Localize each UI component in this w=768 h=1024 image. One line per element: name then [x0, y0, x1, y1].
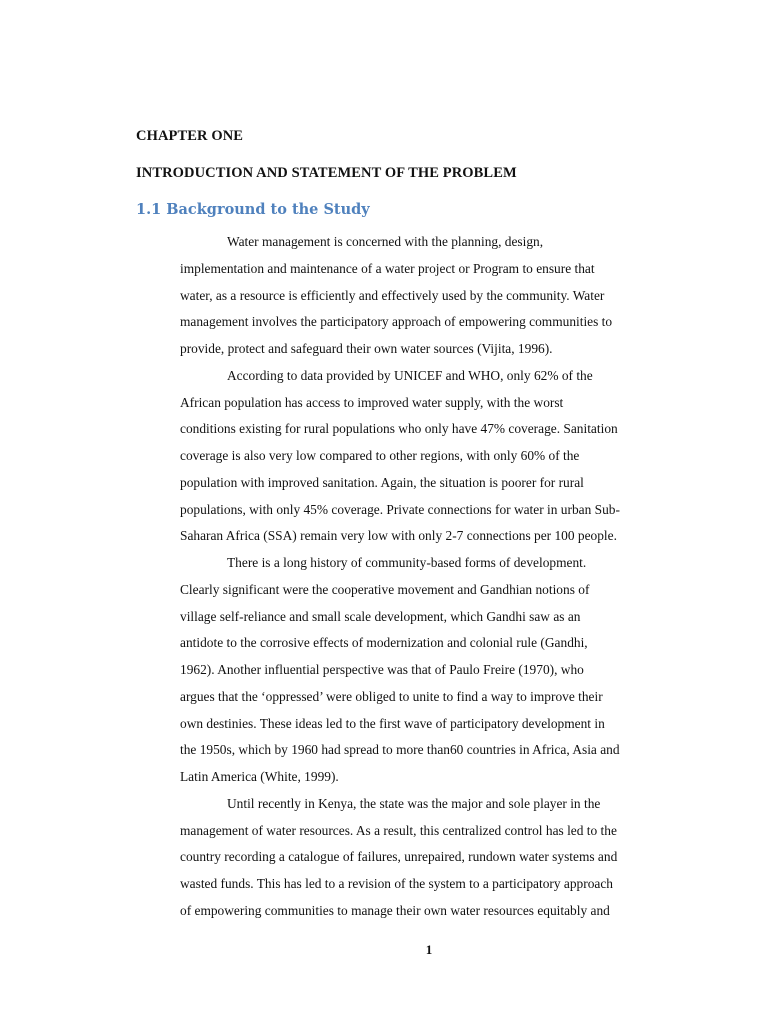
paragraph-line: country recording a catalogue of failures, unrepaired, rundown water systems and	[180, 849, 618, 865]
paragraph-line: water, as a resource is efficiently and effectively used by the community. Water	[180, 287, 605, 303]
paragraph-line: conditions existing for rural populations who only have 47% coverage. Sanitation	[180, 421, 618, 437]
paragraph-line: implementation and maintenance of a water project or Program to ensure that	[180, 260, 595, 276]
chapter-label: CHAPTER ONE	[136, 128, 244, 144]
paragraph-line: management of water resources. As a result, this centralized control has led to the	[180, 822, 617, 838]
paragraph-first-line: Water management is concerned with the planning, design,	[227, 234, 544, 249]
body-text	[180, 229, 680, 925]
paragraph-line: provide, protect and safeguard their own water sources (Vijita, 1996).	[180, 341, 553, 356]
paragraph-line: the 1950s, which by 1960 had spread to more than60 countries in Africa, Asia and	[180, 742, 620, 758]
paragraph-line: of empowering communities to manage their own water resources equitably and	[180, 902, 610, 918]
paragraph-line: antidote to the corrosive effects of modernization and colonial rule (Gandhi,	[180, 635, 588, 651]
paragraph-line: Clearly significant were the cooperative movement and Gandhian notions of	[180, 581, 590, 597]
chapter-title: INTRODUCTION AND STATEMENT OF THE PROBLEM	[136, 165, 517, 181]
section-heading: 1.1 Background to the Study	[136, 201, 370, 218]
paragraph-line: own destinies. These ideas led to the first wave of participatory development in	[180, 715, 605, 731]
paragraph-line: African population has access to improved water supply, with the worst	[180, 394, 564, 410]
paragraph-first-line: According to data provided by UNICEF and WHO, only 62% of the	[227, 367, 593, 383]
paragraph-line: coverage is also very low compared to other regions, with only 60% of the	[180, 448, 580, 463]
paragraph-line: population with improved sanitation. Again, the situation is poorer for rural	[180, 474, 584, 490]
paragraph-first-line: There is a long history of community-based forms of development.	[227, 555, 587, 570]
paragraph-line: village self-reliance and small scale development, which Gandhi saw as an	[180, 608, 581, 624]
paragraph-line: 1962). Another influential perspective was that of Paulo Freire (1970), who	[180, 662, 584, 677]
paragraph-line: populations, with only 45% coverage. Private connections for water in urban Sub-	[180, 501, 620, 517]
paragraph-line: wasted funds. This has led to a revision of the system to a participatory approach	[180, 876, 613, 891]
paragraph-line: argues that the ‘oppressed’ were obliged to unite to find a way to improve their	[180, 688, 603, 704]
page-number: 1	[425, 942, 433, 957]
paragraph-line: Saharan Africa (SSA) remain very low with only 2-7 connections per 100 people.	[180, 528, 617, 544]
paragraph-line: management involves the participatory approach of empowering communities to	[180, 314, 613, 330]
paragraph-line: Latin America (White, 1999).	[180, 769, 339, 784]
paragraph-first-line: Until recently in Kenya, the state was the major and sole player in the	[227, 795, 601, 811]
